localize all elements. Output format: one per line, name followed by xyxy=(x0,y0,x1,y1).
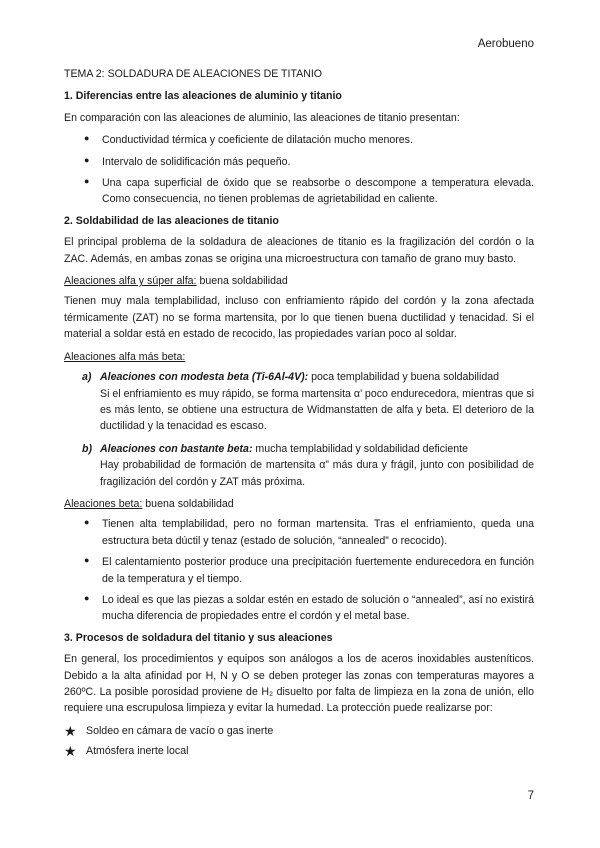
beta-bullet-list xyxy=(64,516,534,624)
beta-value: buena soldabilidad xyxy=(142,497,234,510)
alfa-value: buena soldabilidad xyxy=(196,275,288,288)
list-item: ● Una capa superficial de óxido que se reabsorbe o descompone a temperatura elevada. Como consecuencia, no tienen problemas de agrietabilidad en caliente. xyxy=(64,175,534,208)
list-item: ● Lo ideal es que las piezas a soldar estén en estado de solución o “annealed”, así no existirá mucha diferencia de propiedades entre el cordón y el metal base. xyxy=(64,592,534,625)
list-item: ★ Atmósfera inerte local xyxy=(64,743,534,759)
alfa-label: Aleaciones alfa y súper alfa: xyxy=(64,275,197,288)
section-3-text: En general, los procedimientos y equipos son análogos a los de aceros inoxidables austeníticos. Debido a la alta afinidad por H, N y O se deben proteger las zonas con temperaturas mayores a 260ºC. La posible porosidad proviene de H₂ disuelto por falta de limpieza en la zona de unión, ello requiere una escrupulosa limpieza y evitar la humedad. La protección puede realizarse por: xyxy=(64,653,534,715)
subitem-b-value: mucha templabilidad y soldabilidad deficiente xyxy=(252,442,469,455)
subitem-b xyxy=(82,441,534,490)
alfabeta-heading-line xyxy=(64,349,534,365)
beta-heading-line xyxy=(64,496,534,512)
header-brand: Aerobueno xyxy=(477,38,534,50)
list-item: ● El calentamiento posterior produce una precipitación fuertemente endurecedora en función de la temperatura y el tiempo. xyxy=(64,554,534,587)
subitem-a-value: poca templabilidad y buena soldabilidad xyxy=(308,371,500,384)
subitem-a-title: Aleaciones con modesta beta (Ti-6Al-4V): xyxy=(100,371,309,384)
section-3-star-list xyxy=(64,723,534,760)
alfa-heading-line xyxy=(64,273,534,289)
subitem-b-title: Aleaciones con bastante beta: xyxy=(100,442,253,455)
alfa-text: Tienen muy mala templabilidad, incluso con enfriamiento rápido del cordón y la zona afectada térmicamente (ZAT) no se forma martensita, por lo que tienen buena ductilidad y tenacidad. Si el material a soldar está en estado de recocido, las propiedades varían poco al soldar. xyxy=(64,295,534,341)
section-1-heading: 1. Diferencias entre las aleaciones de aluminio y titanio xyxy=(64,90,342,103)
subitem-a xyxy=(82,369,534,435)
document-title: TEMA 2: SOLDADURA DE ALEACIONES DE TITANIO xyxy=(64,68,323,80)
section-1-bullet-list xyxy=(64,132,534,208)
subitem-b-marker: b) xyxy=(82,442,92,455)
section-2-intro: El principal problema de la soldadura de aleaciones de titanio es la fragilización del cordón o la ZAC. Además, en ambas zonas se origina una microestructura con tamaño de grano muy basto. xyxy=(64,236,534,265)
list-item: ● Conductividad térmica y coeficiente de dilatación mucho menores. xyxy=(64,132,534,148)
list-item: ● Tienen alta templabilidad, pero no forman martensita. Tras el enfriamiento, queda una estructura beta dúctil y tenaz (estado de solución, “annealed” o recocido). xyxy=(64,516,534,549)
page-content xyxy=(64,66,534,764)
subitem-a-text: Si el enfriamiento es muy rápido, se forma martensita α’ poco endurecedora, mientras que si es más lento, se obtiene una estructura de Widmanstatten de alfa y beta. El deterioro de la ductilidad y la tenacidad es escaso. xyxy=(100,387,534,433)
page-number: 7 xyxy=(527,790,534,802)
section-3-heading: 3. Procesos de soldadura del titanio y sus aleaciones xyxy=(64,631,333,644)
section-2-heading: 2. Soldabilidad de las aleaciones de titanio xyxy=(64,214,279,227)
subitem-a-marker: a) xyxy=(82,371,92,384)
list-item: ● Intervalo de solidificación más pequeño. xyxy=(64,154,534,170)
beta-label: Aleaciones beta: xyxy=(64,497,143,510)
alfabeta-label: Aleaciones alfa más beta: xyxy=(64,350,186,363)
section-1-intro: En comparación con las aleaciones de aluminio, las aleaciones de titanio presentan: xyxy=(64,111,460,124)
list-item: ★ Soldeo en cámara de vacío o gas inerte xyxy=(64,723,534,739)
subitem-b-text: Hay probabilidad de formación de martensita α” más dura y frágil, junto con posibilidad de fragilización del cordón y ZAT más próxima. xyxy=(100,459,534,488)
